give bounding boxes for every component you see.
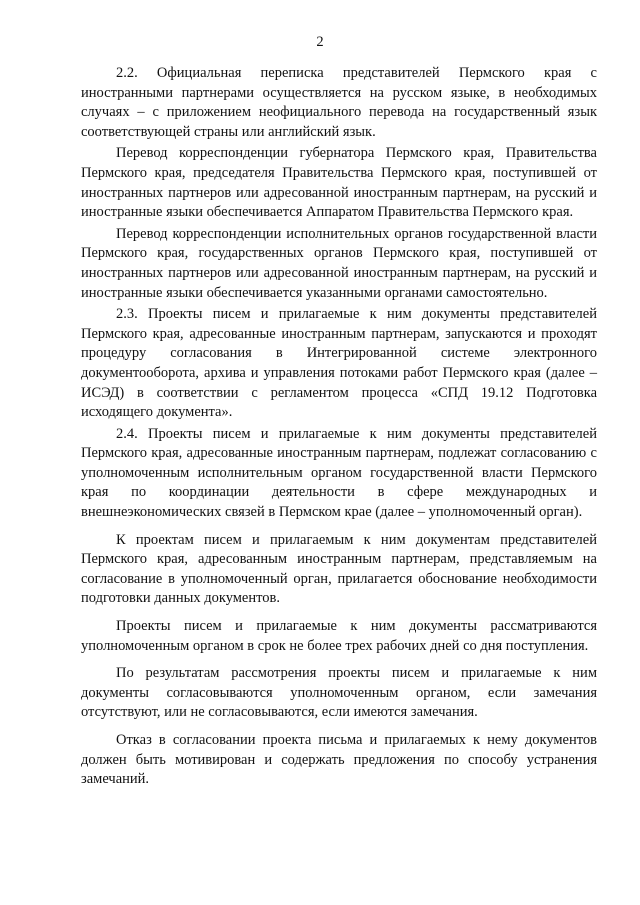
paragraph-translation-government: Перевод корреспонденции губернатора Пермского края, Правительства Пермского края, председателя Правительства Пермского края, поступившей от иностранных партнеров или адресованной иностранным партнерам, на русский и иностранные языки обеспечивается Аппаратом Правительства Пермского края.: [81, 145, 597, 221]
paragraph-2-3: 2.3. Проекты писем и прилагаемые к ним документы представителей Пермского края, адресованные иностранным партнерам, запускаются и проходят процедуру согласования в Интегрированной системе электронного документооборота, архива и управления потоками работ Пермского края (далее – ИСЭД) в соответствии с регламентом процесса «СПД 19.12 Подготовка исходящего документа».: [81, 306, 597, 421]
paragraph-2-2: 2.2. Официальная переписка представителей Пермского края с иностранными партнерами осуществляется на русском языке, в необходимых случаях – с приложением неофициального перевода на государственный язык соответствующей страны или английский язык.: [81, 65, 597, 140]
document-body: [81, 64, 597, 790]
paragraph-review-term: Проекты писем и прилагаемые к ним документы рассматриваются уполномоченным органом в срок не более трех рабочих дней со дня поступления.: [81, 618, 597, 654]
page-number: 2: [316, 34, 324, 50]
paragraph-justification: К проектам писем и прилагаемым к ним документам представителей Пермского края, адресованным иностранным партнерам, представляемым на согласование в уполномоченный орган, прилагается обоснование необходимости подготовки данных документов.: [81, 531, 597, 607]
paragraph-review-results: По результатам рассмотрения проекты писем и прилагаемые к ним документы согласовываются уполномоченным органом, если замечания отсутствуют, или не согласовываются, если имеются замечания.: [81, 665, 597, 721]
paragraph-refusal: Отказ в согласовании проекта письма и прилагаемых к нему документов должен быть мотивирован и содержать предложения по способу устранения замечаний.: [81, 732, 597, 788]
paragraph-translation-executive-bodies: Перевод корреспонденции исполнительных органов государственной власти Пермского края, государственных органов Пермского края, поступившей от иностранных партнеров или адресованной иностранным партнерам, на русский и иностранные языки обеспечивается указанными органами самостоятельно.: [81, 225, 597, 301]
paragraph-2-4: 2.4. Проекты писем и прилагаемые к ним документы представителей Пермского края, адресованные иностранным партнерам, подлежат согласованию с уполномоченным исполнительным органом государственной власти Пермского края по координации деятельности в сфере международных и внешнеэкономических связей в Пермском крае (далее – уполномоченный орган).: [81, 425, 597, 521]
